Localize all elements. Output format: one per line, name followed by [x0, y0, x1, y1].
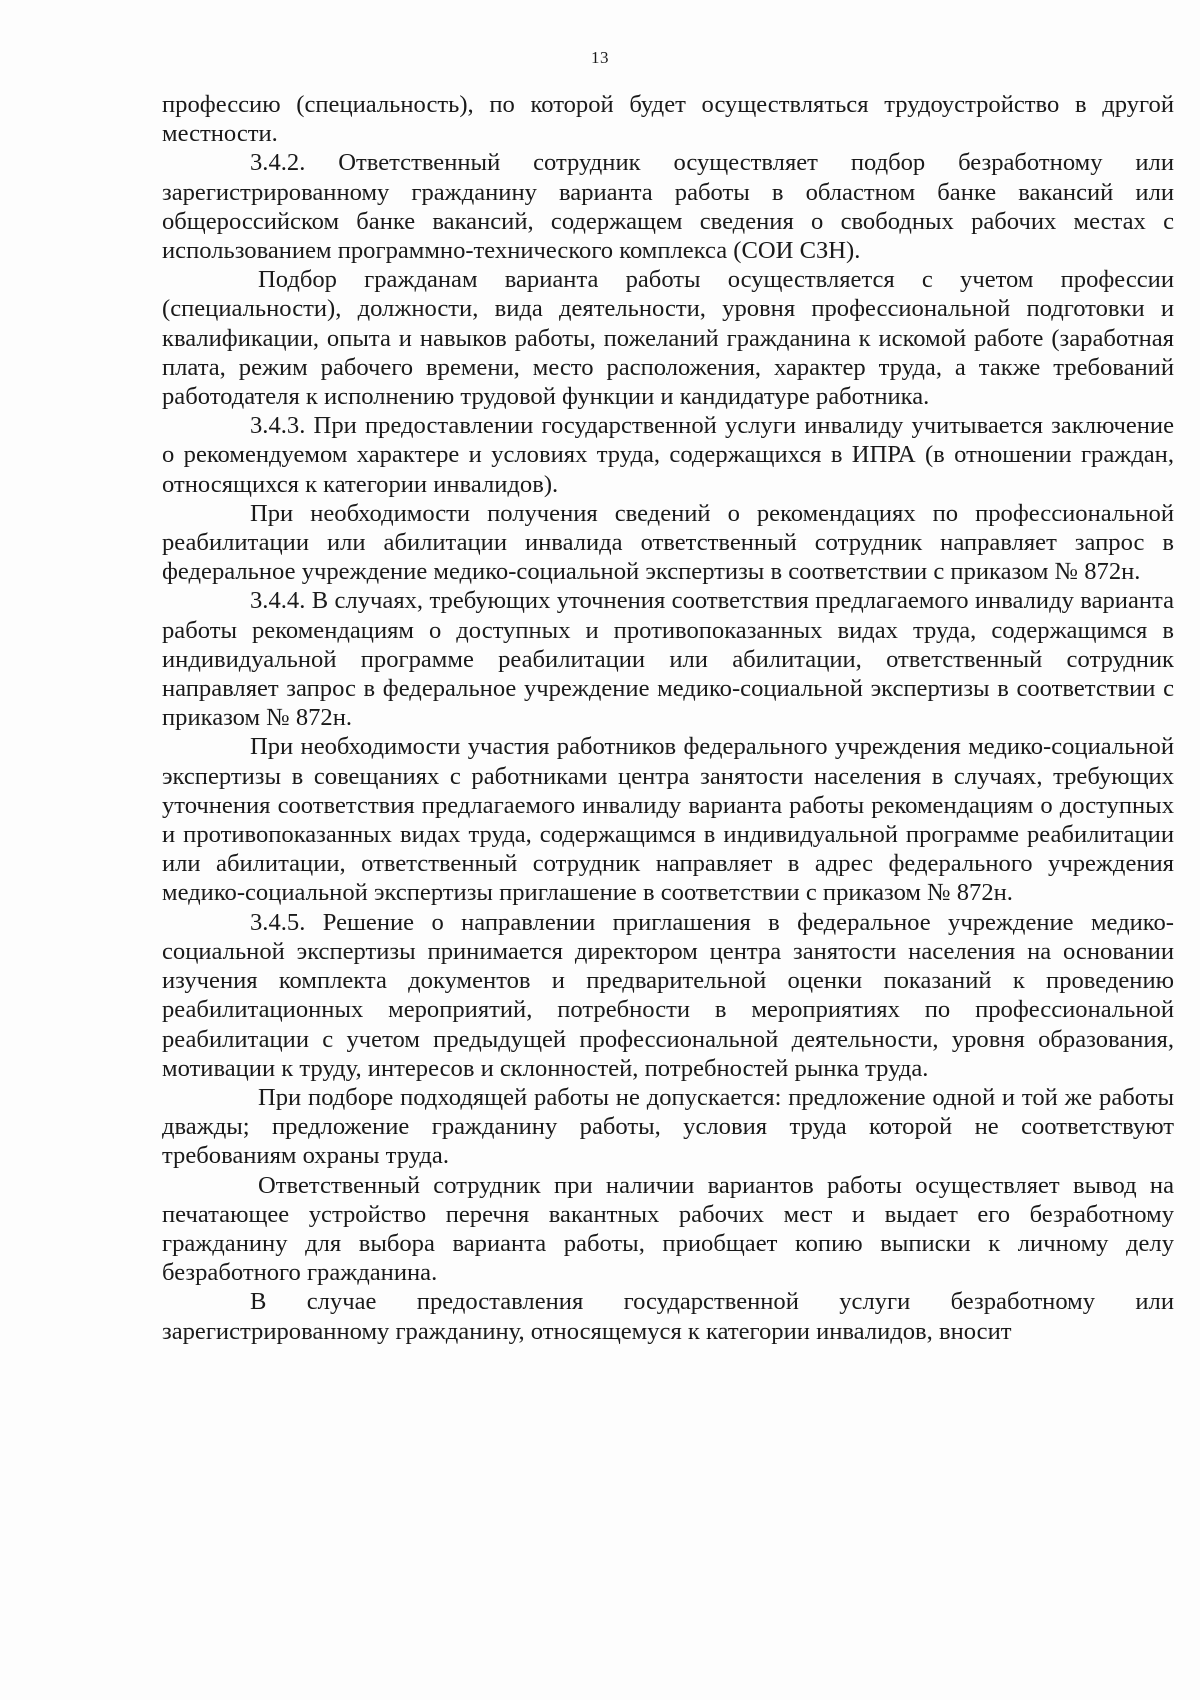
- paragraph-3-4-3: 3.4.3. При предоставлении государственной услуги инвалиду учитывается заключение о рекомендуемом характере и условиях труда, содержащихся в ИПРА (в отношении граждан, относящихся к категории инвалидов).: [162, 412, 1174, 498]
- paragraph-not-allowed: При подборе подходящей работы не допускается: предложение одной и той же работы дважды; предложение гражданину работы, условия труда которой не соответствуют требованиям охраны труда.: [162, 1083, 1174, 1170]
- paragraph-job-selection: Подбор гражданам варианта работы осуществляется с учетом профессии (специальности), должности, вида деятельности, уровня профессиональной подготовки и квалификации, опыта и навыков работы, пожеланий гражданина к искомой работе (заработная плата, режим рабочего времени, место расположения, характер труда, а также требований работодателя к исполнению трудовой функции и кандидатуре работника.: [162, 266, 1174, 411]
- page-number: 13: [591, 48, 609, 67]
- paragraph-3-4-4: 3.4.4. В случаях, требующих уточнения соответствия предлагаемого инвалиду варианта работы рекомендациям о доступных и противопоказанных видах труда, содержащимся в индивидуальной программе реабилитации или абилитации, ответственный сотрудник направляет запрос в федеральное учреждение медико-социальной экспертизы в соответствии с приказом № 872н.: [162, 587, 1174, 732]
- paragraph-meeting-invitation: При необходимости участия работников федерального учреждения медико-социальной экспертизы в совещаниях с работниками центра занятости населения в случаях, требующих уточнения соответствия предлагаемого инвалиду варианта работы рекомендациям о доступных и противопоказанных видах труда, содержащимся в индивидуальной программе реабилитации или абилитации, ответственный сотрудник направляет в адрес федерального учреждения медико-социальной экспертизы приглашение в соответствии с приказом № 872н.: [162, 733, 1174, 907]
- paragraph-3-4-2: 3.4.2. Ответственный сотрудник осуществляет подбор безработному или зарегистрированному гражданину варианта работы в областном банке вакансий или общероссийском банке вакансий, содержащем сведения о свободных рабочих местах с использованием программно-технического комплекса (СОИ СЗН).: [162, 149, 1174, 265]
- paragraph-disabled-citizen: В случае предоставления государственной услуги безработному или зарегистрированному гражданину, относящемуся к категории инвалидов, вносит: [162, 1288, 1174, 1345]
- paragraph-vacancy-printout: Ответственный сотрудник при наличии вариантов работы осуществляет вывод на печатающее устройство перечня вакантных рабочих мест и выдает его безработному гражданину для выбора варианта работы, приобщает копию выписки к личному делу безработного гражданина.: [162, 1171, 1174, 1287]
- paragraph-continuation: профессию (специальность), по которой будет осуществляться трудоустройство в другой местности.: [162, 91, 1174, 148]
- paragraph-3-4-5: 3.4.5. Решение о направлении приглашения в федеральное учреждение медико-социальной экспертизы принимается директором центра занятости населения на основании изучения комплекта документов и предварительной оценки показаний к проведению реабилитационных мероприятий, потребности в мероприятиях по профессиональной реабилитации с учетом предыдущей профессиональной деятельности, уровня образования, мотивации к труду, интересов и склонностей, потребностей рынка труда.: [162, 908, 1174, 1082]
- document-body: [162, 90, 1174, 1346]
- paragraph-rehabilitation-request: При необходимости получения сведений о рекомендациях по профессиональной реабилитации или абилитации инвалида ответственный сотрудник направляет запрос в федеральное учреждение медико-социальной экспертизы в соответствии с приказом № 872н.: [162, 499, 1174, 586]
